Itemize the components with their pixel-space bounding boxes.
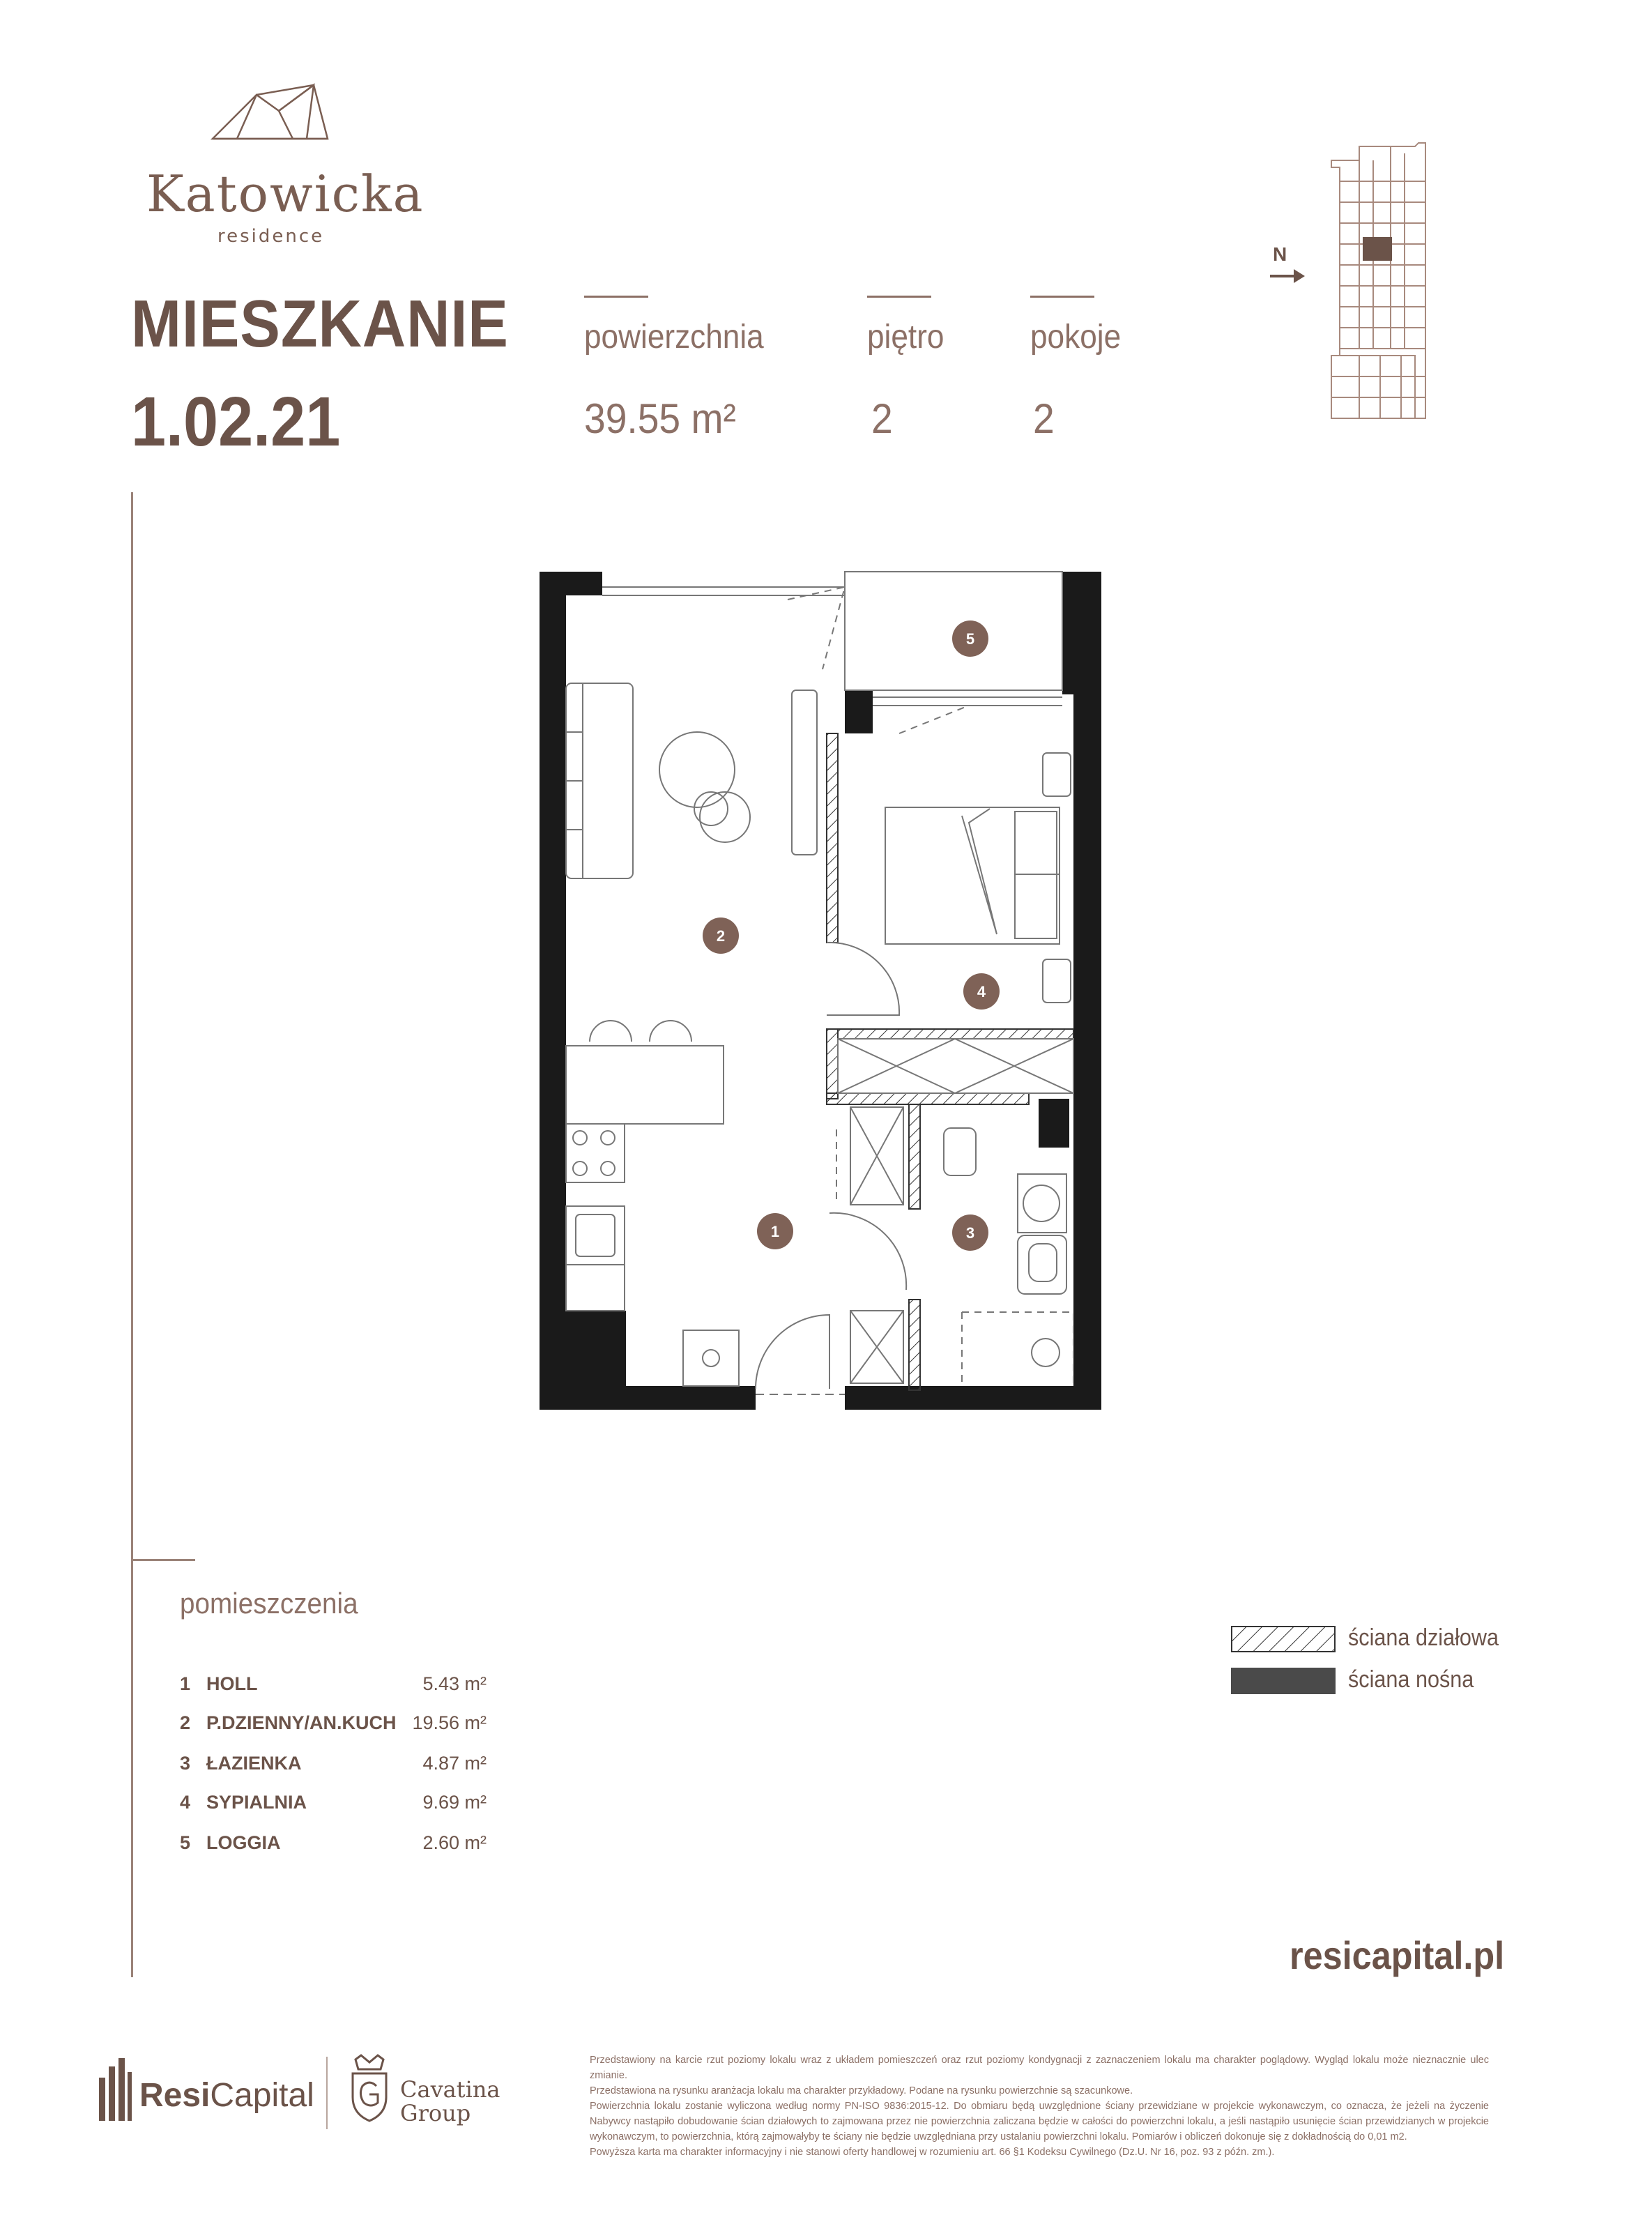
building-key-plan [1324, 139, 1429, 425]
brand-subtitle: residence [217, 226, 325, 247]
apartment-number: 1.02.21 [131, 383, 341, 461]
stat-divider [584, 296, 648, 298]
room-row: 2 P.DZIENNY/AN.KUCH 19.56 m² [180, 1712, 487, 1733]
room-badge-3: 3 [965, 1224, 975, 1242]
area-label: powierzchnia [584, 319, 764, 356]
load-bearing-wall-swatch [1231, 1668, 1336, 1694]
cavatina-crest-icon [349, 2054, 390, 2124]
katowicka-logo-icon [209, 79, 335, 142]
apartment-location-marker [1363, 237, 1392, 261]
rooms-title: pomieszczenia [180, 1587, 358, 1620]
cavatina-wordmark: Cavatina Group [400, 2076, 500, 2126]
partition-wall-label: ściana działowa [1348, 1624, 1499, 1651]
footer-divider [326, 2057, 328, 2129]
floor-plan [537, 563, 1108, 1421]
room-badge-1: 1 [770, 1223, 780, 1240]
north-arrow-icon [1266, 240, 1315, 289]
vertical-divider [131, 492, 133, 1977]
partition-wall-swatch [1231, 1626, 1336, 1652]
brand-name: Katowicka [146, 165, 425, 223]
stat-divider [867, 296, 931, 298]
rooms-label: pokoje [1030, 319, 1122, 356]
rooms-value: 2 [1033, 395, 1055, 442]
room-row: 1 HOLL 5.43 m² [180, 1673, 487, 1694]
north-label: N [1273, 243, 1287, 265]
area-value: 39.55 m² [584, 395, 736, 442]
room-badge-5: 5 [965, 630, 975, 648]
floor-value: 2 [871, 395, 893, 442]
resicapital-wordmark: ResiCapital [139, 2077, 314, 2114]
stat-divider [1030, 296, 1094, 298]
section-divider [131, 1559, 195, 1561]
floor-label: piętro [867, 319, 944, 356]
load-bearing-wall-label: ściana nośna [1348, 1666, 1474, 1693]
room-row: 5 LOGGIA 2.60 m² [180, 1832, 487, 1853]
partition-walls [827, 733, 1073, 1390]
room-row: 3 ŁAZIENKA 4.87 m² [180, 1753, 487, 1774]
room-badge-4: 4 [977, 983, 986, 1000]
legal-disclaimer: Przedstawiony na karcie rzut poziomy lokalu wraz z układem pomieszczeń oraz rzut poziomy kondygnacji z zaznaczeniem lokalu ma charakter poglądowy. Wygląd lokalu może nieznacznie ulec zmianie. Przedstawiona na rysunku aranżacja lokalu ma charakter przykładowy. Podane na rysunku powierzchnie są szacunkowe. Powierzchnia lokalu zostanie wyliczona według normy PN-ISO 9836:2015-12. Do obmiaru będą uwzględnione ściany przewidziane w projekcie wykonawczym, co oznacza, że jeżeli na życzenie Nabywcy nastąpiło dobudowanie ścian działowych to zajmowana przez nie powierzchnia zaliczana będzie w całości do powierzchni lokalu, a jeśli nastąpiło usunięcie ścian przewidzianych w projekcie wykonawczym, to powierzchnia, którą zajmowałyby te ściany nie będzie uwzględniana przy ustalaniu powierzchni lokalu. Pomiarów i obliczeń dokonuje się z dokładnością do 0,01 m2. Powyższa karta ma charakter informacyjny i nie stanowi oferty handlowej w rozumieniu art. 66 §1 Kodeksu Cywilnego (Dz.U. Nr 16, poz. 93 z późn. zm.). [590, 2055, 1489, 2158]
room-row: 4 SYPIALNIA 9.69 m² [180, 1792, 487, 1813]
apartment-label: MIESZKANIE [131, 287, 509, 361]
website-link[interactable]: resicapital.pl [1290, 1933, 1505, 1977]
resicapital-logo-icon [98, 2057, 132, 2124]
room-badge-2: 2 [716, 927, 726, 945]
